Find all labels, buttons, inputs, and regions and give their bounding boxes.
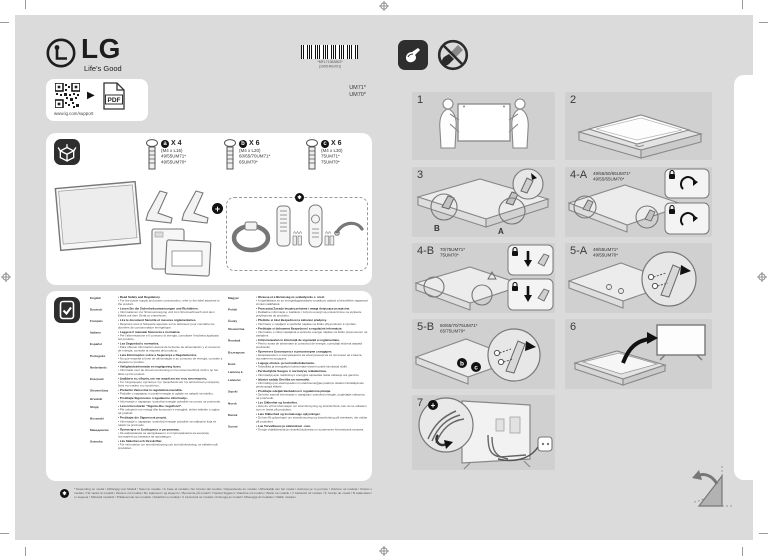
step-number: 2 [570,94,577,106]
language-instruction: • Izlasiet sadaļu Drošība un normatīvi. [256,378,368,382]
screw-icon [224,139,236,173]
language-name: Polski [228,307,238,312]
language-name: Български [228,350,245,355]
language-name: Slovenščina [90,389,109,393]
language-row [228,339,368,350]
language-detail: • Per l'alimentazione e il consumo di energia, consultare l'etichetta applicata sul prodotto. [118,334,223,341]
step-models: 49/55UM71* [593,247,619,252]
language-row [90,308,223,319]
checklist-document-icon [54,297,80,323]
language-detail: • Informāciju par elektropadevi un elektroenerģijas patēriņu skatiet izstrādājumam pievienotajā etiķetē. [256,382,368,389]
step-models: 75UM70* [440,252,459,258]
language-detail: • Toiteallika ja energiakulu kohta leiate teavet tootele kinnitatud sildilt. [256,366,368,370]
svg-text:c: c [474,364,478,372]
language-row [228,413,368,424]
screw-models: 65UM70* [239,159,258,165]
screw-qty: X 6 [331,140,342,147]
step-number: 6 [570,321,577,333]
screw-item-b [224,139,304,182]
screw-models: 75UM70* [321,159,340,165]
model-name: UM70* [349,91,366,98]
step-3-panel [412,167,555,237]
language-name: Norsk [228,401,237,406]
language-name: Lietuvių k. [228,370,244,374]
language-name: Česky [228,319,238,323]
svg-text:b: b [460,360,464,368]
language-detail: • Për ushqimin me energji dhe konsumin e energjisë, shihni etiketën e ngjitur në produkt. [118,409,223,416]
language-instruction: • Lugege ohutus- ja normatiivdokumente. [256,362,368,366]
language-instruction: • Läs Säkerhet och föreskrifter. [118,440,223,444]
language-instruction: • Citiți manualul cu informații de siguranță și reglementare. [256,339,368,343]
step-5b-panel [412,319,555,389]
language-name: Português [90,354,106,358]
language-row [228,362,368,369]
language-detail: • Da biste saznali informacije o napajanju i potrošnji energije, pogledajte nalepnicu na proizvodu. [256,393,368,400]
language-detail: • A tápellátásra és az energiafogyasztásra vonatkozó adatok a készülékre ragasztott címkén találhatók. [256,300,368,307]
language-row [90,389,223,396]
screw-models: 75UM71* [321,153,340,159]
step-models: 60/65/70/75UM71* [440,323,478,328]
stand-legs-drawing [140,185,218,227]
lift-tv-upright-drawing [565,319,712,389]
registration-mark [757,272,767,282]
model-list [328,84,366,113]
screw-qty: X 4 [171,140,182,147]
language-name: Français [90,319,103,323]
screw-icon [146,139,158,173]
language-row [228,378,368,389]
accessories-box [46,133,372,285]
language-row [228,308,368,319]
depends-on-model-icon: ✱ [60,489,69,498]
language-row [90,417,223,428]
language-detail: • Για πληροφορίες σχετικά με την τροφοδοσία και την κατανάλωση ενέργειας, δείτε την ετικέτα του προϊόντος. [118,381,223,388]
screw-qty: X 6 [249,140,260,147]
language-instruction: • Læs Sikkerhed og lovmæssige oplysninger. [256,413,368,417]
lg-wordmark: LG [81,33,121,64]
language-instruction: • Lea Seguridad y normativa. [118,342,223,346]
stand-body-boxes-drawing [150,225,214,279]
tv-face-down-drawing [565,92,712,160]
language-row [90,377,223,388]
crop-mark [0,22,9,23]
remotes-and-cables-drawing [227,198,365,268]
footnote-text: * Depending on model / Abhängig vom Modell / Selon le modèle / In base al modello / En función del modelo / Dependendo do modelo / Afhankelijk van het model / Ανάλογα με το μοντέλο / Odvisno od modela / Ovisno o modelu / Në varësi të modelit / Zavisno od modela / Во зависност од моделот / Beroende på modell / Típustól függően / Zależnie od modelu / Závisí na modelu / V závislosti od modelu / În funcție de model / В зависимост от модела / Sõltuvalt mudelist / Priklausomai nuo modelio / Atkarībā no modeļa / U zavisnosti od modela / Avhengig av modell / Afhængigt af modellen / Mallin mukaan [74,488,372,499]
language-name: Română [228,339,241,343]
screw-item-c [306,139,370,182]
language-instruction: • Lue Turvallisuus ja säännökset -osio. [256,425,368,429]
language-name: Magyar [228,296,239,300]
language-instruction: • Olvassa el a Biztonság és szabályozás c. részt. [256,296,368,300]
language-name: Македонски [90,428,109,433]
language-detail: • For the power supply and power consumption, refer to the label attached to the product. [118,300,223,307]
language-detail: • Du kan få oplysninger om strømforsyning og strømforbrug på mærkatet, der sidder på produktet. [256,417,368,424]
language-instruction: • Přečtěte si část Bezpečnost a zákonné předpisy. [256,319,368,323]
language-row [90,405,223,416]
language-name: Srpski [228,390,238,394]
language-detail: • För information om strömförsörjning och strömförbrukning, se etiketten på produkten. [118,443,223,450]
language-column-2 [228,296,368,452]
step-4a-panel [565,167,712,237]
screw-icon [306,139,318,173]
screw-letter-badge: c [321,140,329,148]
language-detail: • Informationen zur Stromversorgung und zum Stromverbrauch sind dem Etikett auf dem Gerät zu entnehmen. [118,311,223,318]
step-number: 7 [417,397,424,409]
language-row [90,331,223,342]
barcode-caption [295,60,365,78]
crop-mark [25,0,26,9]
language-instruction: • Prečítajte si dokument Bezpečnosť a regulačné informácie. [256,327,368,331]
language-name: Slovenčina [228,327,245,332]
barcode-revision: (1905-REV01) [318,65,342,69]
language-row [90,354,223,365]
guide-sheet [15,15,753,540]
step-models: 49/55UM70* [593,252,619,258]
language-row [228,296,368,307]
language-name: Italiano [90,331,101,335]
language-instruction: • Lexoni broshurën "Siguria dhe rregulloret". [118,405,223,409]
step-number: 5-B [417,321,435,333]
language-detail: • Informacije o napajanju i potrošnji energije potražite na naljepnici koja se nalazi na proizvodu. [118,420,223,427]
language-row [90,397,223,404]
language-row [228,370,368,377]
step-6-panel [565,319,712,389]
language-instruction: • Veiligheidsinformatie en regelgeving lezen. [118,366,223,370]
svg-text:PDF: PDF [107,97,121,104]
language-detail: • Informacije o napajanju i potrošnji energije potražite na oznaci na proizvodu. [118,401,223,405]
language-row [228,402,368,413]
screw-item-a [146,139,224,182]
language-instruction: • Przeczytaj Zasady bezpieczeństwa i uwagi dotyczące przepisów. [256,308,368,312]
step-number: 1 [417,94,424,106]
regulatory-languages-box [46,291,372,481]
language-instruction: • Read Safety and Regulatory. [118,296,223,300]
lg-logo-seal-icon [45,37,77,69]
step-models: 65/75UM70* [440,328,466,334]
language-row [228,319,368,326]
crop-mark [742,0,743,9]
language-row [228,425,368,432]
barcode [301,45,358,59]
svg-text:B: B [434,224,440,233]
registration-mark [1,272,11,282]
step-number: 4-A [570,169,588,181]
tv-panel-drawing [52,173,144,261]
model-dependent-accessories [226,194,368,271]
language-row [90,428,223,439]
brand-tagline: Life's Good [84,64,122,73]
step-number: 3 [417,169,424,181]
model-name: UM71* [349,84,366,91]
language-row [90,440,223,451]
language-instruction: • Lire le document Sécurité et mesures réglementaires. [118,319,223,323]
screw-spec: (M4 x L20) [239,148,261,153]
language-row [90,296,223,307]
language-detail: • Informaciją apie maitinimą ir energijos sąnaudas rasite etiketėje ant gaminio. [256,374,368,378]
support-qr-box [46,79,148,121]
svg-text:AA: AA [325,230,332,235]
depends-on-model-icon: ✱ [295,193,304,202]
language-instruction: • Pročitajte Sigurnosne i regulatorne informacije. [118,397,223,401]
step-5a-panel [565,243,712,313]
language-detail: • Informácie o zdroji napájania a spotrebe energie nájdete na štítku pripevnenom na zariadení. [256,331,368,338]
language-instruction: • Les Sikkerhet og forskrifter. [256,402,368,406]
language-detail: • Dokładne informacje o zasilaniu i zużyciu energii są umieszczone na etykiecie przylepionej do produktu. [256,311,368,318]
language-name: Shqip [90,405,99,409]
language-instruction: • Preberite Varnostna in regulativna navodila. [118,389,223,393]
step-number: 5-A [570,245,588,257]
carry-tv-drawing [412,92,555,160]
svg-text:AAA: AAA [293,230,303,235]
screw-models: 49/55UM71* [161,153,187,159]
language-name: Bosanski [90,416,104,421]
screw-letter-badge: a [161,140,169,148]
language-column-1 [90,296,223,452]
svg-text:A: A [498,227,504,236]
arrow-right-icon: ▶ [87,90,95,101]
crop-mark [759,22,768,23]
language-detail: • Informatie over de stroomvoorziening en het stroomverbruik vindt u op het label op het product. [118,369,223,376]
fold-margin-strip [734,75,753,480]
step-models: 70/75UM71* [440,247,466,252]
language-detail: • Tietoja virtalähteestä ja virrankulutuksesta on tuotteeseen kiinnitetyssä tarrassa. [256,428,368,432]
language-name: Latviešu [228,378,241,383]
language-name: Deutsch [90,307,103,312]
soft-cloth-icon [398,40,428,70]
language-name: Suomi [228,425,238,429]
screw-models: 49/55UM70* [161,159,187,165]
language-name: Nederlands [90,365,107,370]
language-detail: • Reportez-vous à l'étiquette apposée sur le téléviseur pour connaître les données de consommation énergétique. [118,323,223,330]
language-name: Eesti [228,362,236,366]
language-detail: • Informace o napájení a spotřebě najdete na štítku připevněném k výrobku. [256,323,368,327]
language-detail: • No que respeita à fonte de alimentação e ao consumo de energia, consulte a etiqueta no produto. [118,358,223,365]
turn-page-icon [686,460,738,512]
language-row [90,366,223,377]
language-name: Dansk [228,413,238,417]
language-row [90,319,223,330]
screw-spec: (M4 x L16) [161,148,183,153]
step-4b-panel [412,243,555,313]
screw-models: 60/65/70UM71* [239,153,271,159]
language-instruction: • Leggere il manuale Sicurezza e normativa. [118,331,223,335]
step-number: 4-B [417,245,435,257]
language-instruction: • Perskaitykite Saugos ir normatyvų reikalavimus. [256,370,368,374]
step-7-panel [412,395,555,470]
step-models: 49/55/65UM70* [593,176,625,182]
screw-spec: (M4 x L30) [321,148,343,153]
step-1-panel [412,92,555,160]
step-2-panel [565,92,712,160]
no-screwdriver-icon [436,38,470,72]
crop-mark [742,547,743,556]
language-name: Ελληνικά [90,377,104,382]
language-detail: • За информации за напојувањето и потрошувачката на енергија, погледнете ја ознаката на производот. [118,432,223,439]
crop-mark [25,547,26,556]
crop-mark [0,533,9,534]
step-models: 49/55/60/65UM71* [593,171,631,176]
language-name: Hrvatski [90,397,103,401]
screw-letter-badge: b [239,140,247,148]
registration-mark [379,1,389,11]
language-instruction: • Прочитајте го Безбедност и регулатива. [118,428,223,432]
language-name: English [90,296,102,300]
support-url: www.lg.com/support [54,111,94,116]
pdf-file-icon [102,82,126,110]
language-name: Español [90,342,103,347]
language-instruction: • Lesen Sie die Sicherheitsanweisungen und Richtlinien. [118,308,223,312]
qr-code [55,83,80,108]
language-table [90,296,368,478]
attach-legs-drawing [412,167,555,237]
registration-mark [379,546,389,556]
language-row [90,342,223,353]
language-detail: • Pentru sursa de alimentare și consumul de energie, consultați eticheta atașată produsului. [256,342,368,349]
language-name: Svenska [90,440,103,444]
language-detail: • Para obtener información acerca de la fuente de alimentación y el consumo de energía, consulte la etiqueta del producto. [118,346,223,353]
language-instruction: • Прочетете Безопасност и регулаторни стандарти. [256,351,368,355]
crop-mark [759,533,768,534]
language-instruction: • Pročitajte odeljak Bezbednost i regulatorna pitanja. [256,390,368,394]
language-detail: • Напрежението и консумацията на електроенергия са посочени на етикета, поставен на продукта. [256,354,368,361]
language-row [228,390,368,401]
language-instruction: • Pročitajte dio Sigurnosni propisi. [118,417,223,421]
language-detail: • Podatke o napajanju in porabi energije si oglejte na nalepki na izdelku. [118,392,223,396]
language-instruction: • Leia Informações sobre a Segurança e Regulamentos. [118,354,223,358]
language-row [228,351,368,362]
package-box-icon [54,139,80,165]
plus-circle-icon: + [212,203,223,214]
barcode-number: *MFL71363802* [317,60,343,64]
language-detail: • Hvis du vil ha informasjon om strømforsyning og strømforbruk, kan du se etiketten som er festet på produktet. [256,405,368,412]
language-row [228,327,368,338]
plus-circle-icon: + [428,400,438,410]
language-instruction: • Διαβάστε τις οδηγίες για την ασφάλεια και τους κανονισμούς. [118,377,223,381]
footnote [74,488,372,511]
